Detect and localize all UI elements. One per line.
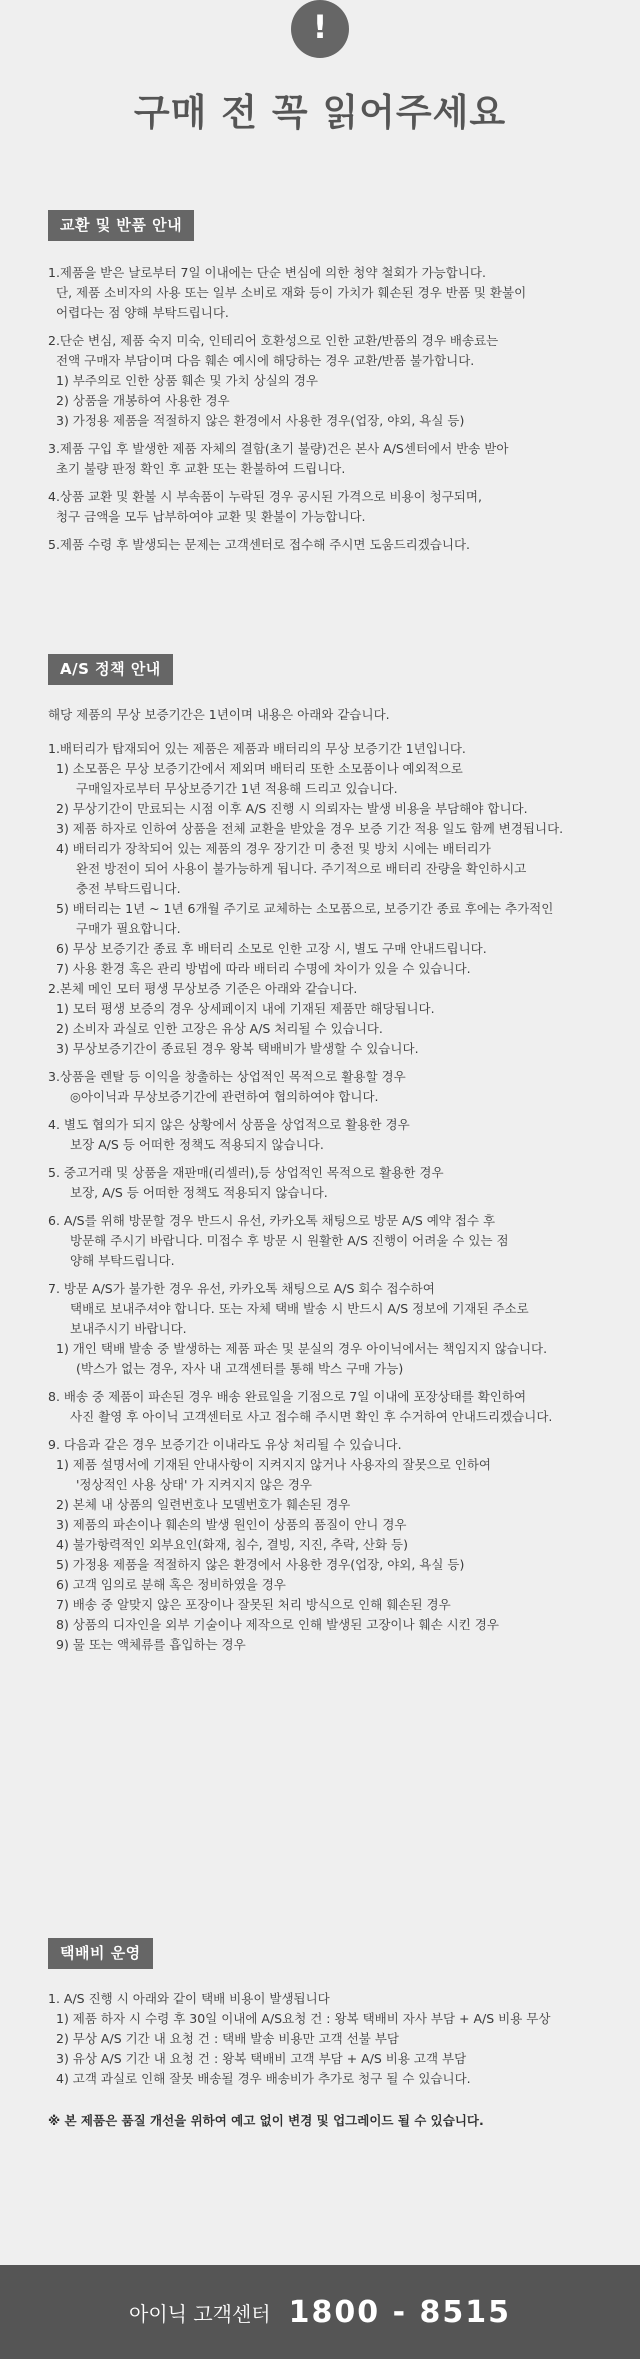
- as-line: 보내주시기 바랍니다.: [70, 1321, 187, 1336]
- shipping-line: 4) 고객 과실로 인해 잘못 배송될 경우 배송비가 추가로 청구 될 수 있습니다.: [56, 2071, 471, 2086]
- as-line: 7) 배송 중 알맞지 않은 포장이나 잘못된 처리 방식으로 인해 훼손된 경우: [56, 1597, 451, 1612]
- as-policy-section: [48, 654, 628, 1655]
- exchange-line: 2) 상품을 개봉하여 사용한 경우: [56, 393, 230, 408]
- as-line: 방문해 주시기 바랍니다. 미접수 후 방문 시 원활한 A/S 진행이 어려울 수 있는 점: [70, 1233, 509, 1248]
- as-line: 보장 A/S 등 어떠한 정책도 적용되지 않습니다.: [70, 1137, 324, 1152]
- exchange-line: 단, 제품 소비자의 사용 또는 일부 소비로 재화 등이 가치가 훼손된 경우 반품 및 환불이: [56, 285, 527, 300]
- as-line: 6. A/S를 위해 방문할 경우 반드시 유선, 카카오톡 채팅으로 방문 A/S 예약 접수 후: [48, 1213, 496, 1228]
- as-line: 7. 방문 A/S가 불가한 경우 유선, 카카오톡 채팅으로 A/S 회수 접수하여: [48, 1281, 435, 1296]
- exchange-line: 5.제품 수령 후 발생되는 문제는 고객센터로 접수해 주시면 도움드리겠습니다.: [48, 537, 471, 552]
- as-line: (박스가 없는 경우, 자사 내 고객센터를 통해 박스 구매 가능): [76, 1361, 404, 1376]
- as-line: 4. 별도 협의가 되지 않은 상황에서 상품을 상업적으로 활용한 경우: [48, 1117, 410, 1132]
- as-line: 완전 방전이 되어 사용이 불가능하게 됩니다. 주기적으로 배터리 잔량을 확인하시고: [76, 861, 527, 876]
- as-line: 1) 모터 평생 보증의 경우 상세페이지 내에 기재된 제품만 해당됩니다.: [56, 1001, 435, 1016]
- exchange-line: 전액 구매자 부담이며 다음 훼손 예시에 해당하는 경우 교환/반품 불가합니다.: [56, 353, 475, 368]
- as-line: 6) 무상 보증기간 종료 후 배터리 소모로 인한 고장 시, 별도 구매 안내드립니다.: [56, 941, 487, 956]
- shipping-line: 2) 무상 A/S 기간 내 요청 건 : 택배 발송 비용만 고객 선불 부담: [56, 2031, 399, 2046]
- customer-center-label: 아이닉 고객센터: [129, 2301, 271, 2326]
- as-line: 3) 무상보증기간이 종료된 경우 왕복 택배비가 발생할 수 있습니다.: [56, 1041, 419, 1056]
- shipping-section: [48, 1938, 628, 2131]
- page-title: 구매 전 꼭 읽어주세요: [133, 91, 507, 134]
- exchange-line: 4.상품 교환 및 환불 시 부속품이 누락된 경우 공시된 가격으로 비용이 청구되며,: [48, 489, 482, 504]
- as-line: 7) 사용 환경 혹은 관리 방법에 따라 배터리 수명에 차이가 있을 수 있습니다.: [56, 961, 471, 976]
- shipping-line: 1. A/S 진행 시 아래와 같이 택배 비용이 발생됩니다: [48, 1991, 330, 2006]
- as-line: 1) 소모품은 무상 보증기간에서 제외며 배터리 또한 소모품이나 예외적으로: [56, 761, 463, 776]
- as-line: 2.본체 메인 모터 평생 무상보증 기준은 아래와 같습니다.: [48, 981, 358, 996]
- as-policy-intro: 해당 제품의 무상 보증기간은 1년이며 내용은 아래와 같습니다.: [48, 707, 390, 722]
- exchange-section: [48, 210, 628, 555]
- warning-icon: !: [291, 0, 349, 58]
- exchange-line: 초기 불량 판정 확인 후 교환 또는 환불하여 드립니다.: [56, 461, 346, 476]
- as-line: 2) 소비자 과실로 인한 고장은 유상 A/S 처리될 수 있습니다.: [56, 1021, 383, 1036]
- as-line: 3) 제품 하자로 인하여 상품을 전체 교환을 받았을 경우 보증 기간 적용 일도 함께 변경됩니다.: [56, 821, 564, 836]
- as-line: '정상적인 사용 상태' 가 지켜지지 않은 경우: [76, 1477, 312, 1492]
- as-line: 4) 배터리가 장착되어 있는 제품의 경우 장기간 미 충전 및 방치 시에는 배터리가: [56, 841, 491, 856]
- as-line: 8) 상품의 디자인을 외부 기술이나 제작으로 인해 발생된 고장이나 훼손 시킨 경우: [56, 1617, 499, 1632]
- as-line: 5) 배터리는 1년 ~ 1년 6개월 주기로 교체하는 소모품으로, 보증기간 종료 후에는 추가적인: [56, 901, 554, 916]
- exchange-line: 3.제품 구입 후 발생한 제품 자체의 결함(초기 불량)건은 본사 A/S센터에서 반송 받아: [48, 441, 509, 456]
- as-line: 8. 배송 중 제품이 파손된 경우 배송 완료일을 기점으로 7일 이내에 포장상태를 확인하여: [48, 1389, 527, 1404]
- as-line: 충전 부탁드립니다.: [76, 881, 181, 896]
- customer-center-footer: [0, 2265, 640, 2359]
- notice-text: ※ 본 제품은 품질 개선을 위하여 예고 없이 변경 및 업그레이드 될 수 있습니다.: [48, 2113, 484, 2128]
- as-line: 1.배터리가 탑재되어 있는 제품은 제품과 배터리의 무상 보증기간 1년입니다.: [48, 741, 466, 756]
- shipping-line: 3) 유상 A/S 기간 내 요청 건 : 왕복 택배비 고객 부담 + A/S 비용 고객 부담: [56, 2051, 467, 2066]
- as-line: 3) 제품의 파손이나 훼손의 발생 원인이 상품의 품질이 안니 경우: [56, 1517, 407, 1532]
- as-line: 구매가 필요합니다.: [76, 921, 181, 936]
- exchange-line: 어렵다는 점 양해 부탁드립니다.: [56, 305, 229, 320]
- exchange-line: 청구 금액을 모두 납부하여야 교환 및 환불이 가능합니다.: [56, 509, 366, 524]
- as-line: 3.상품을 렌탈 등 이익을 창출하는 상업적인 목적으로 활용할 경우: [48, 1069, 406, 1084]
- as-line: 보장, A/S 등 어떠한 정책도 적용되지 않습니다.: [70, 1185, 328, 1200]
- as-line: 구매일자로부터 무상보증기간 1년 적용해 드리고 있습니다.: [76, 781, 398, 796]
- as-line: 2) 본체 내 상품의 일련번호나 모델번호가 훼손된 경우: [56, 1497, 351, 1512]
- as-line: 5. 중고거래 및 상품을 재판매(리셀러),등 상업적인 목적으로 활용한 경우: [48, 1165, 444, 1180]
- as-line: 6) 고객 임의로 분해 혹은 정비하였을 경우: [56, 1577, 286, 1592]
- as-line: ◎아이닉과 무상보증기간에 관련하여 협의하여야 합니다.: [70, 1089, 379, 1104]
- as-line: 5) 가정용 제품을 적절하지 않은 환경에서 사용한 경우(업장, 야외, 욕실 등): [56, 1557, 465, 1572]
- as-line: 사진 촬영 후 아이닉 고객센터로 사고 접수해 주시면 확인 후 수거하여 안내드리겠습니다.: [70, 1409, 553, 1424]
- customer-center-phone[interactable]: 1800 - 8515: [288, 2294, 511, 2330]
- as-line: 2) 무상기간이 만료되는 시점 이후 A/S 진행 시 의뢰자는 발생 비용을 부담해야 합니다.: [56, 801, 528, 816]
- as-policy-section-title: A/S 정책 안내: [48, 654, 173, 685]
- exchange-line: 1.제품을 받은 날로부터 7일 이내에는 단순 변심에 의한 청약 철회가 가능합니다.: [48, 265, 486, 280]
- as-line: 1) 개인 택배 발송 중 발생하는 제품 파손 및 분실의 경우 아이닉에서는 책임지지 않습니다.: [56, 1341, 548, 1356]
- as-line: 택배로 보내주셔야 합니다. 또는 자체 택배 발송 시 반드시 A/S 정보에 기재된 주소로: [70, 1301, 529, 1316]
- exchange-line: 1) 부주의로 인한 상품 훼손 및 가치 상실의 경우: [56, 373, 318, 388]
- as-line: 9) 물 또는 액체류를 흡입하는 경우: [56, 1637, 246, 1652]
- as-line: 9. 다음과 같은 경우 보증기간 이내라도 유상 처리될 수 있습니다.: [48, 1437, 402, 1452]
- shipping-line: 1) 제품 하자 시 수령 후 30일 이내에 A/S요청 건 : 왕복 택배비 자사 부담 + A/S 비용 무상: [56, 2011, 551, 2026]
- as-line: 1) 제품 설명서에 기재된 안내사항이 지켜지지 않거나 사용자의 잘못으로 인하여: [56, 1457, 491, 1472]
- shipping-section-title: 택배비 운영: [48, 1938, 153, 1969]
- as-line: 양해 부탁드립니다.: [70, 1253, 175, 1268]
- exchange-line: 3) 가정용 제품을 적절하지 않은 환경에서 사용한 경우(업장, 야외, 욕실 등): [56, 413, 465, 428]
- exchange-line: 2.단순 변심, 제품 숙지 미숙, 인테리어 호환성으로 인한 교환/반품의 경우 배송료는: [48, 333, 499, 348]
- as-line: 4) 불가항력적인 외부요인(화재, 침수, 결빙, 지진, 추락, 산화 등): [56, 1537, 408, 1552]
- exchange-section-title: 교환 및 반품 안내: [48, 210, 194, 241]
